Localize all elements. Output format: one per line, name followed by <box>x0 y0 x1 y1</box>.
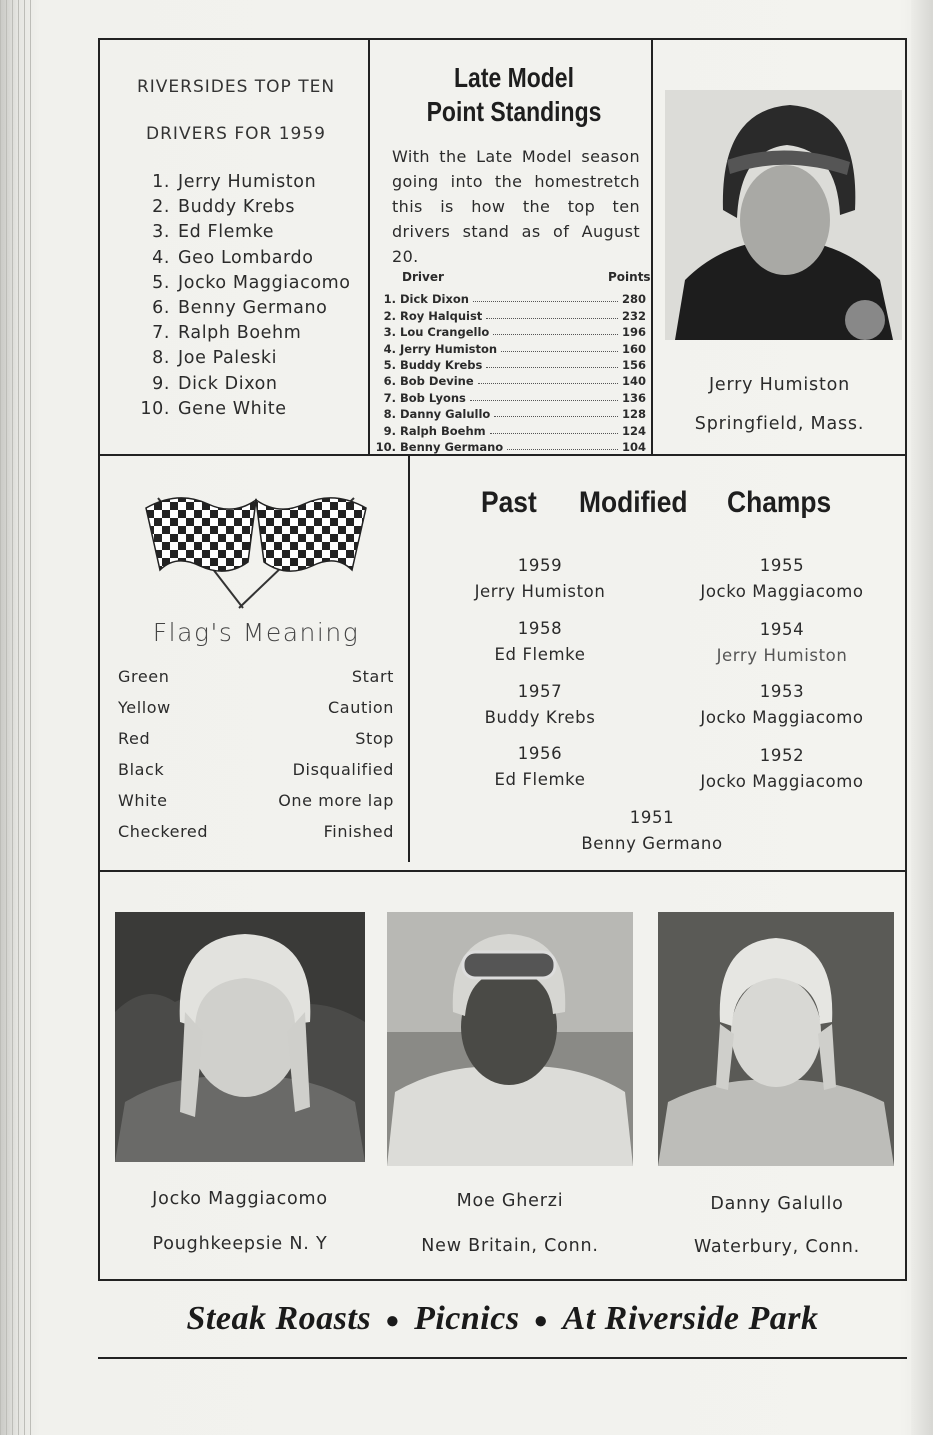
table-row: 7. Bob Lyons 136 <box>383 390 647 405</box>
divider-middle-row <box>100 870 906 872</box>
list-item: Green Start <box>118 667 394 686</box>
checkered-flags-icon <box>138 470 374 610</box>
top-ten-list <box>136 172 351 424</box>
featured-driver-hometown: Springfield, Mass. <box>694 414 865 434</box>
table-row: 2. Roy Halquist 232 <box>383 308 647 323</box>
driver-photo-name: Jocko Maggiacomo <box>152 1189 328 1209</box>
late-model-intro: With the Late Model season going into the homestretch this is how the top ten drivers stand as of August 20. <box>392 147 640 266</box>
bullet-icon: ● <box>533 1307 549 1334</box>
standings-driver-header: Driver <box>402 270 444 284</box>
list-item: 5. Jocko Maggiacomo <box>152 272 351 293</box>
driver-photo-hometown: Waterbury, Conn. <box>693 1237 861 1257</box>
standings-list <box>374 290 646 454</box>
divider-flags <box>408 456 410 862</box>
driver-photo <box>387 912 633 1166</box>
driver-photo-hometown: New Britain, Conn. <box>421 1236 599 1256</box>
banner-text-2: Picnics <box>414 1300 520 1337</box>
page-edge-texture <box>0 0 36 1435</box>
champ-entry: 1952 Jocko Maggiacomo <box>700 746 864 791</box>
flags-title: Flag's Meaning <box>152 618 360 647</box>
list-item: 4. Geo Lombardo <box>152 247 314 268</box>
list-item: White One more lap <box>118 791 394 810</box>
driver-photo <box>115 912 365 1162</box>
driver-photo-name: Moe Gherzi <box>456 1191 564 1211</box>
list-item: Black Disqualified <box>118 760 394 779</box>
list-item: Yellow Caution <box>118 698 394 717</box>
driver-photo-name: Danny Galullo <box>710 1194 844 1214</box>
list-item: 10. Gene White <box>140 398 287 419</box>
champ-entry: 1951 Benny Germano <box>581 808 723 853</box>
top-ten-title-line2: DRIVERS FOR 1959 <box>146 124 326 144</box>
top-ten-title-line1: RIVERSIDES TOP TEN <box>136 77 336 97</box>
page-right-edge <box>911 0 933 1435</box>
footer-rule <box>98 1357 907 1359</box>
table-row: 1. Dick Dixon 280 <box>383 292 647 307</box>
list-item: 9. Dick Dixon <box>152 373 278 394</box>
late-model-title-line2: Point Standings <box>426 96 602 127</box>
champ-entry: 1958 Ed Flemke <box>494 619 586 664</box>
divider-top-row <box>100 454 906 456</box>
banner-text-1: Steak Roasts <box>186 1300 372 1337</box>
champs-title-past: Past <box>481 486 537 519</box>
list-item: Checkered Finished <box>118 822 394 841</box>
driver-photo <box>658 912 894 1166</box>
driver-photo-hometown: Poughkeepsie N. Y <box>152 1234 328 1254</box>
featured-driver-name: Jerry Humiston <box>708 375 851 395</box>
champ-entry: 1956 Ed Flemke <box>494 744 586 789</box>
champ-entry: 1955 Jocko Maggiacomo <box>700 556 864 601</box>
table-row: 4. Jerry Humiston 160 <box>383 341 647 356</box>
late-model-title-line1: Late Model <box>454 62 574 93</box>
champ-entry: 1959 Jerry Humiston <box>474 556 606 601</box>
bullet-icon: ● <box>385 1307 401 1334</box>
footer-banner <box>98 1300 907 1338</box>
list-item: 3. Ed Flemke <box>152 222 275 243</box>
list-item: 8. Joe Paleski <box>152 348 278 369</box>
champ-entry: 1957 Buddy Krebs <box>484 682 596 727</box>
featured-driver-photo <box>665 90 902 340</box>
table-row: 9. Ralph Boehm 124 <box>383 423 647 438</box>
divider-col-1 <box>368 40 370 455</box>
list-item: 1. Jerry Humiston <box>152 172 317 192</box>
table-row: 5. Buddy Krebs 156 <box>383 357 647 372</box>
list-item: 6. Benny Germano <box>152 297 328 318</box>
standings-points-header: Points <box>608 270 651 284</box>
table-row: 8. Danny Galullo 128 <box>383 407 647 422</box>
champs-title-champs: Champs <box>727 486 832 519</box>
list-item: 2. Buddy Krebs <box>152 197 296 218</box>
table-row: 3. Lou Crangello 196 <box>383 325 647 340</box>
champ-entry: 1953 Jocko Maggiacomo <box>700 682 864 727</box>
banner-text-3: At Riverside Park <box>562 1300 819 1337</box>
champ-entry: 1954 Jerry Humiston <box>716 620 848 665</box>
table-row: 6. Bob Devine 140 <box>383 374 647 389</box>
champs-title-modified: Modified <box>579 486 688 519</box>
list-item: 7. Ralph Boehm <box>152 323 302 344</box>
list-item: Red Stop <box>118 729 394 748</box>
table-row: 10. Benny Germano 104 <box>375 439 647 454</box>
